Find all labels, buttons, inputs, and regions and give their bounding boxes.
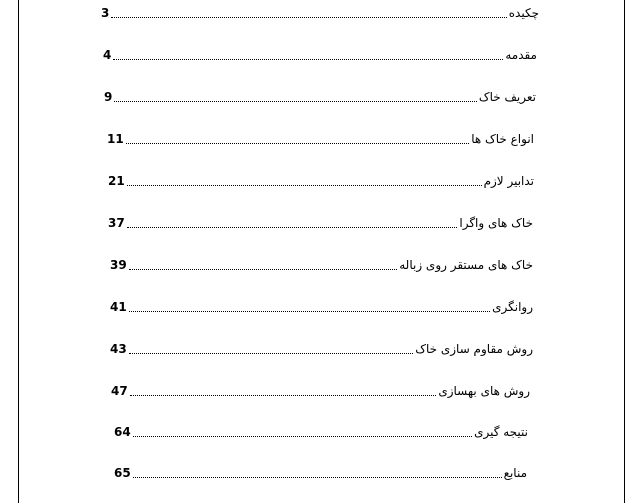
- toc-dot-leader: [126, 143, 470, 144]
- toc-dot-leader: [114, 101, 477, 102]
- toc-entry-soil-definition[interactable]: [104, 87, 536, 107]
- toc-title: روش های بهسازی: [438, 384, 530, 398]
- toc-page-number: 43: [110, 342, 127, 356]
- toc-title: روانگری: [492, 300, 533, 314]
- toc-entry-abstract[interactable]: [101, 3, 539, 23]
- toc-dot-leader: [129, 353, 414, 354]
- toc-page-number: 3: [101, 6, 110, 20]
- toc-dot-leader: [129, 269, 398, 270]
- toc-title: روش مقاوم سازی خاک: [415, 342, 533, 356]
- toc-page-number: 39: [110, 258, 127, 272]
- toc-entry-liquefaction[interactable]: [110, 297, 533, 317]
- toc-page-number: 64: [114, 425, 131, 439]
- toc-entry-soil-strengthening[interactable]: [110, 339, 533, 359]
- toc-title: مقدمه: [505, 48, 537, 62]
- toc-entry-conclusion[interactable]: [114, 422, 528, 442]
- toc-entry-introduction[interactable]: [103, 45, 537, 65]
- toc-title: چکیده: [508, 6, 539, 20]
- toc-dot-leader: [133, 436, 472, 437]
- toc-page-number: 37: [108, 216, 125, 230]
- toc-page-number: 65: [114, 466, 131, 480]
- toc-title: تدابیر لازم: [483, 174, 534, 188]
- toc-page-number: 11: [107, 132, 124, 146]
- toc-page-number: 21: [108, 174, 125, 188]
- toc-page-number: 9: [104, 90, 113, 104]
- toc-page-number: 41: [110, 300, 127, 314]
- toc-dot-leader: [133, 477, 502, 478]
- toc-entry-dispersive-soils[interactable]: [108, 213, 533, 233]
- toc-dot-leader: [127, 227, 458, 228]
- toc-entry-soil-types[interactable]: [107, 129, 534, 149]
- toc-dot-leader: [127, 185, 482, 186]
- page-right-border: [624, 0, 625, 503]
- toc-title: خاک های واگرا: [459, 216, 533, 230]
- toc-page-number: 4: [103, 48, 112, 62]
- toc-entry-references[interactable]: [114, 463, 527, 483]
- toc-dot-leader: [130, 395, 437, 396]
- toc-page-number: 47: [111, 384, 128, 398]
- toc-title: نتیجه گیری: [474, 425, 528, 439]
- toc-title: انواع خاک ها: [471, 132, 534, 146]
- toc-title: منابع: [503, 466, 527, 480]
- toc-title: خاک های مستقر روی زباله: [399, 258, 533, 272]
- toc-dot-leader: [113, 59, 503, 60]
- toc-title: تعریف خاک: [478, 90, 536, 104]
- toc-entry-required-measures[interactable]: [108, 171, 534, 191]
- toc-dot-leader: [129, 311, 490, 312]
- page-left-border: [18, 0, 19, 503]
- toc-entry-soils-on-waste[interactable]: [110, 255, 533, 275]
- toc-dot-leader: [111, 17, 506, 18]
- toc-entry-improvement-methods[interactable]: [111, 381, 530, 401]
